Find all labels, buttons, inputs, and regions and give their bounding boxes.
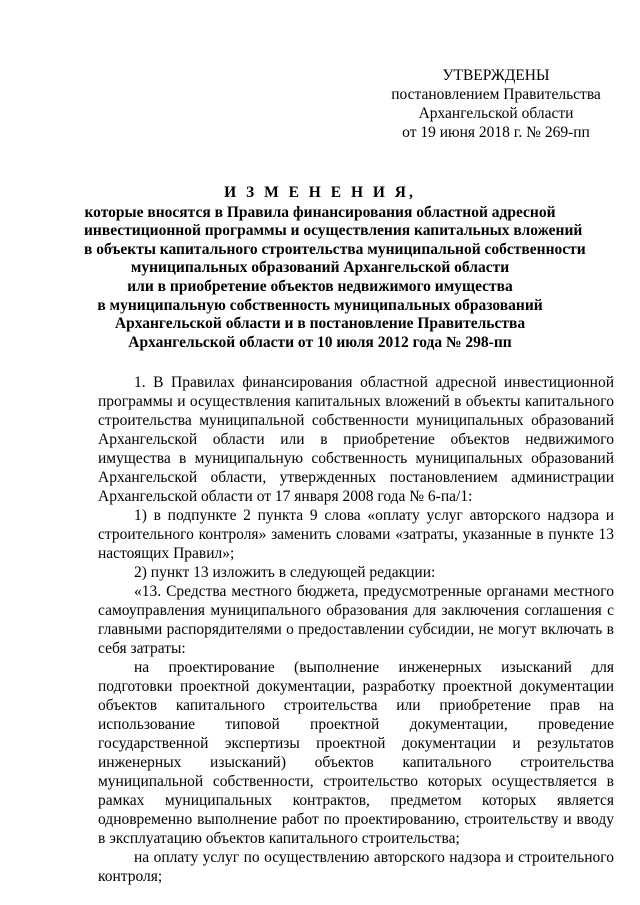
paragraph-supervision-costs: на оплату услуг по осуществлению авторского надзора и строительного контроля; <box>98 849 614 885</box>
heading-line: инвестиционной программы и осуществления капитальных вложений <box>84 222 583 240</box>
approval-line: постановлением Правительства <box>391 86 601 103</box>
heading-line: в муниципальную собственность муниципальных образований <box>97 296 543 314</box>
document-body <box>98 373 614 886</box>
heading-line: в объекты капитального строительства муниципальной собственности <box>84 240 586 258</box>
paragraph-subpoint-2: 2) пункт 13 изложить в следующей редакции: <box>134 564 436 581</box>
heading-line: которые вносятся в Правила финансирования областной адресной <box>84 203 556 221</box>
approval-line: от 19 июня 2018 г. № 269-пп <box>402 124 590 141</box>
paragraph-design-costs: на проектирование (выполнение инженерных изысканий для подготовки проектной документации, разработку проектной документации объектов капитального строительства или приобретение прав на использование типовой проектной документации, проведение государственной экспертизы проектной документации и результатов инженерных изысканий) объектов капитального строительства муниципальной собственности, строительство которых осуществляется в рамках муниципальных контрактов, предметом которых является одновременно выполнение работ по проектированию, строительству и вводу в эксплуатацию объектов капитального строительства; <box>98 659 614 847</box>
paragraph-clause-13: «13. Средства местного бюджета, предусмотренные органами местного самоуправления муниципального образования для заключения соглашения с главными распорядителями о предоставлении субсидии, не могут включать в себя затраты: <box>98 583 614 657</box>
paragraph-1: 1. В Правилах финансирования областной адресной инвестиционной программы и осуществления капитальных вложений в объекты капитального строительства муниципальной собственности муниципальных образований Архангельской области или в приобретение объектов недвижимого имущества в муниципальную собственность муниципальных образований Архангельской области, утвержденных постановлением администрации Архангельской области от 17 января 2008 года № 6-па/1: <box>98 374 614 505</box>
approval-line: Архангельской области <box>418 105 574 122</box>
heading-title: И З М Е Н Е Н И Я, <box>224 184 416 201</box>
heading-line: или в приобретение объектов недвижимого имущества <box>127 277 513 295</box>
heading-line: Архангельской области и в постановление Правительства <box>114 315 526 333</box>
document-heading <box>84 184 586 352</box>
approval-line: УТВЕРЖДЕНЫ <box>442 67 550 84</box>
paragraph-subpoint-1: 1) в подпункте 2 пункта 9 слова «оплату услуг авторского надзора и строительного контроля» заменить словами «затраты, указанные в пункте 13 настоящих Правил»; <box>98 507 614 562</box>
heading-line: Архангельской области от 10 июля 2012 года № 298-пп <box>128 333 512 351</box>
approval-stamp <box>378 66 614 142</box>
heading-line: муниципальных образований Архангельской области <box>130 259 510 277</box>
